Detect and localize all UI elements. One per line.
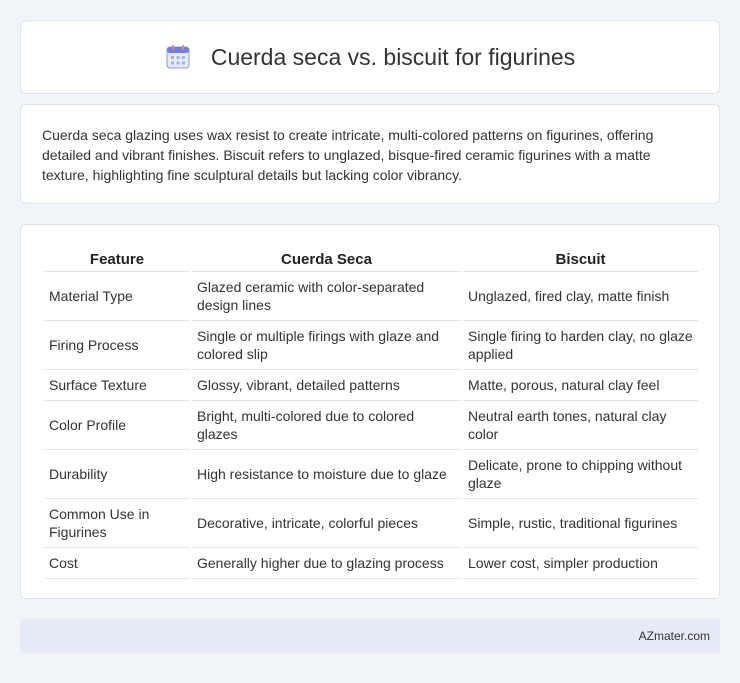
table-row: [44, 401, 698, 450]
row-biscuit: Neutral earth tones, natural clay color: [463, 401, 698, 450]
table-row: [44, 499, 698, 548]
row-cuerda-seca: Bright, multi-colored due to colored glazes: [192, 401, 461, 450]
description-text: Cuerda seca glazing uses wax resist to create intricate, multi-colored patterns on figurines, offering detailed and vibrant finishes. Biscuit refers to unglazed, bisque-fired ceramic figurines with a matte texture, highlighting fine sculptural details but lacking color vibrancy.: [42, 127, 654, 183]
table-row: [44, 370, 698, 401]
row-biscuit: Lower cost, simpler production: [463, 548, 698, 579]
comparison-table-card: [20, 224, 720, 599]
row-biscuit: Matte, porous, natural clay feel: [463, 370, 698, 401]
row-feature: Durability: [44, 450, 190, 499]
table-row: [44, 321, 698, 370]
row-biscuit: Unglazed, fired clay, matte finish: [463, 272, 698, 321]
table-row: [44, 272, 698, 321]
row-cuerda-seca: Single or multiple firings with glaze and colored slip: [192, 321, 461, 370]
row-biscuit: Delicate, prone to chipping without glaze: [463, 450, 698, 499]
row-cuerda-seca: Glazed ceramic with color-separated design lines: [192, 272, 461, 321]
row-feature: Cost: [44, 548, 190, 579]
column-header-biscuit: Biscuit: [463, 245, 698, 272]
footer: [20, 619, 720, 653]
row-cuerda-seca: Glossy, vibrant, detailed patterns: [192, 370, 461, 401]
table-row: [44, 450, 698, 499]
page-title: Cuerda seca vs. biscuit for figurines: [210, 43, 576, 70]
row-biscuit: Single firing to harden clay, no glaze applied: [463, 321, 698, 370]
comparison-table: [42, 245, 700, 579]
row-cuerda-seca: Decorative, intricate, colorful pieces: [192, 499, 461, 548]
column-header-cuerda-seca: Cuerda Seca: [192, 245, 461, 272]
footer-brand: AZmater.com: [638, 629, 710, 643]
calendar-icon: [165, 44, 191, 70]
title-card: [20, 20, 720, 94]
table-row: [44, 548, 698, 579]
row-biscuit: Simple, rustic, traditional figurines: [463, 499, 698, 548]
row-feature: Surface Texture: [44, 370, 190, 401]
row-cuerda-seca: High resistance to moisture due to glaze: [192, 450, 461, 499]
description-card: [20, 104, 720, 204]
column-header-feature: Feature: [44, 245, 190, 272]
row-feature: Material Type: [44, 272, 190, 321]
table-header-row: [44, 245, 698, 272]
row-feature: Firing Process: [44, 321, 190, 370]
row-feature: Common Use in Figurines: [44, 499, 190, 548]
row-feature: Color Profile: [44, 401, 190, 450]
row-cuerda-seca: Generally higher due to glazing process: [192, 548, 461, 579]
